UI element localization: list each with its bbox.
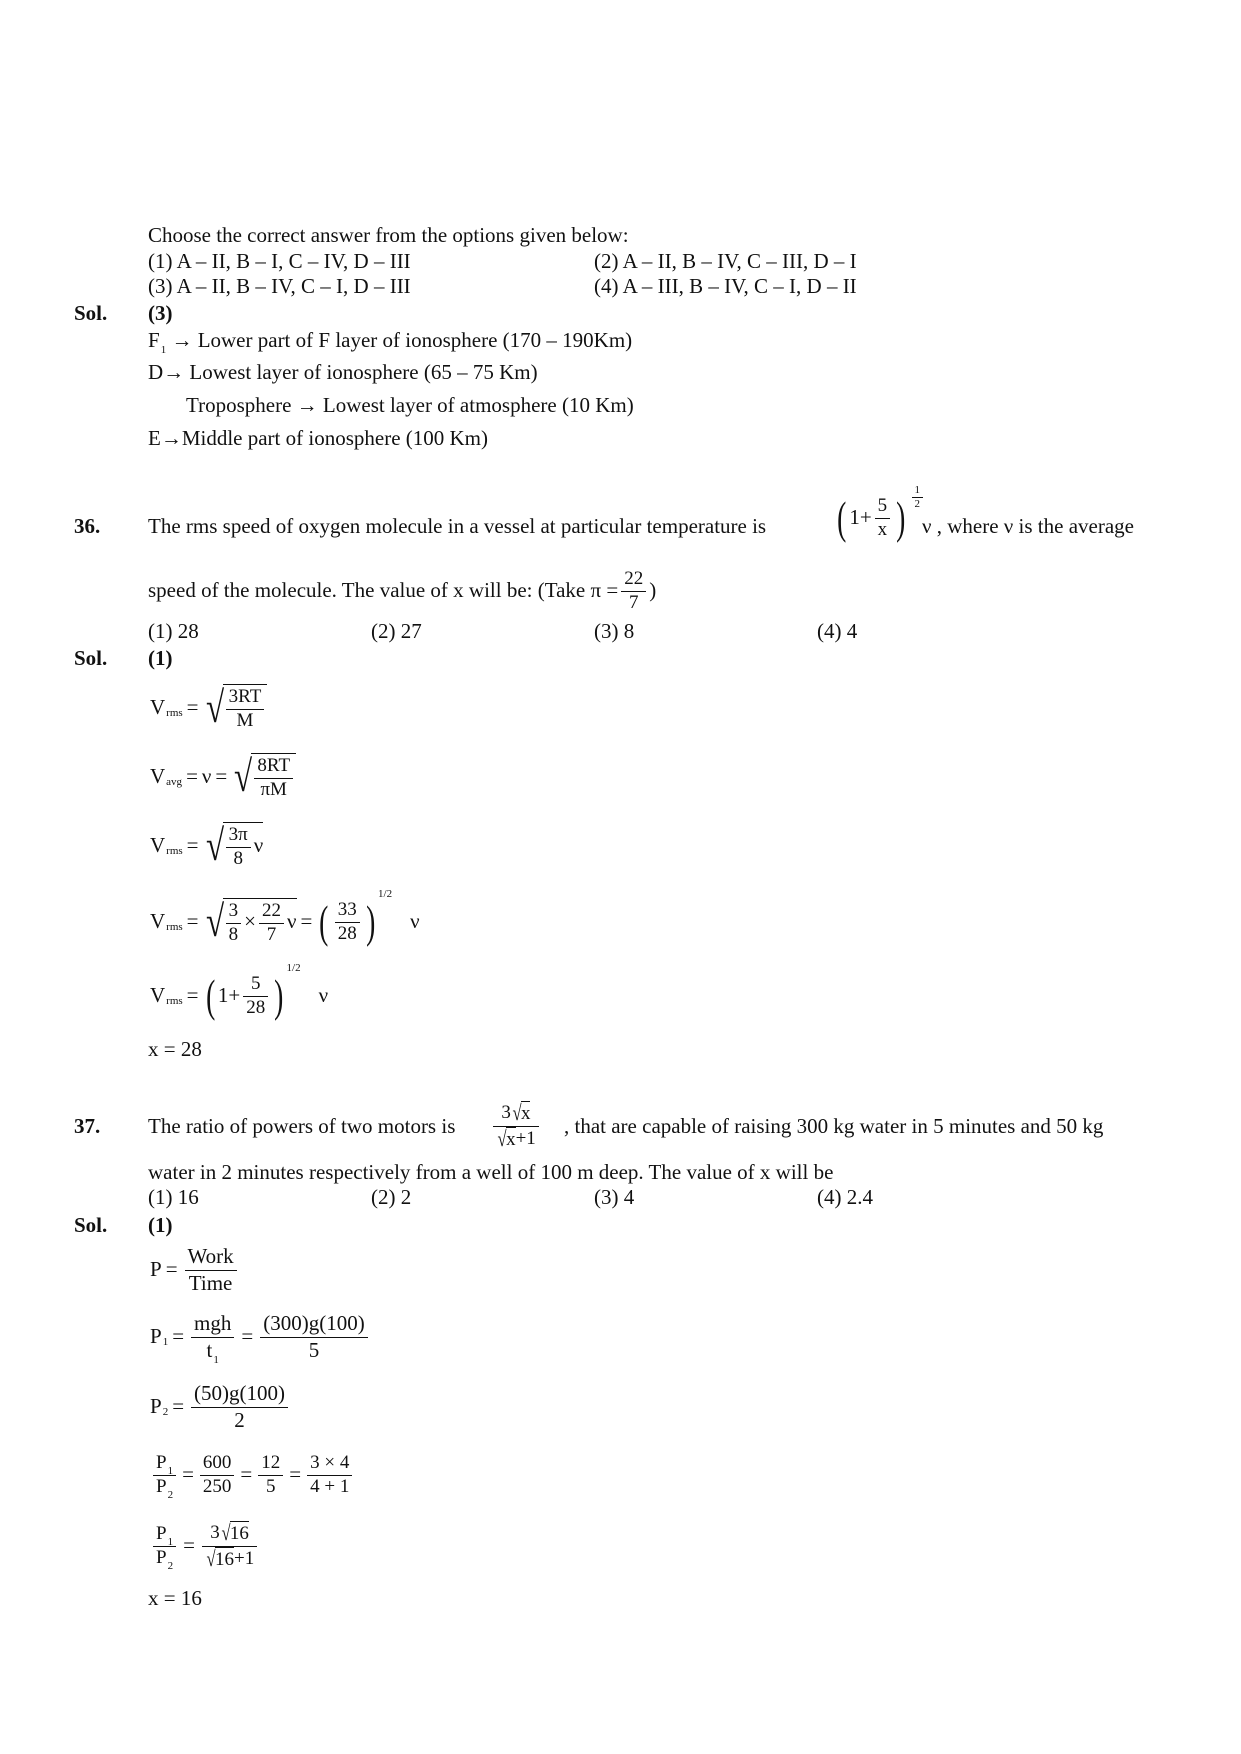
- q35-option-3: (3) A – II, B – IV, C – I, D – III: [148, 274, 411, 298]
- ratio-c-num: 3 × 4: [307, 1452, 352, 1476]
- q36-result: x = 28: [148, 1037, 202, 1061]
- q36-expr-exp-num: 1: [912, 484, 924, 498]
- q36-option-1: (1) 28: [148, 619, 199, 643]
- q36-expr-one: 1: [849, 505, 860, 530]
- nu-symbol: ν: [287, 908, 297, 933]
- equals-sign: =: [300, 909, 313, 934]
- equals-sign: =: [183, 1533, 195, 1558]
- avg-subscript: avg: [166, 776, 183, 789]
- right-paren: ): [365, 896, 375, 947]
- sqrt-symbol: √16: [221, 1520, 249, 1546]
- nu-symbol: ν: [318, 983, 329, 1008]
- nu-symbol: ν: [410, 909, 420, 934]
- subscript-2: 2: [167, 1559, 174, 1572]
- q37-text-c: water in 2 minutes respectively from a well of 100 m deep. The value of x will be: [148, 1160, 834, 1184]
- equals-sign: =: [240, 1462, 253, 1487]
- q35-option-1: (1) A – II, B – I, C – IV, D – III: [148, 249, 411, 273]
- eq4-c-num: 33: [335, 899, 360, 923]
- q36-eq1: [150, 676, 267, 740]
- left-paren: (: [205, 970, 215, 1021]
- ratio-plus-one: +1: [515, 1127, 536, 1149]
- q35-line-lhs: E: [148, 426, 161, 450]
- right-paren: ): [896, 492, 906, 543]
- q37-eq3: [150, 1375, 291, 1439]
- ratio-b-den: 5: [266, 1475, 276, 1497]
- p1-num: (300)g(100): [260, 1311, 367, 1337]
- q36-answer: (1): [148, 646, 173, 670]
- final-plus-one: +1: [234, 1547, 255, 1569]
- equals-sign: =: [172, 1394, 185, 1419]
- rms-subscript: rms: [166, 707, 183, 720]
- p-symbol: P: [156, 1522, 167, 1544]
- equals-sign: =: [289, 1462, 302, 1487]
- v-symbol: V: [150, 909, 166, 934]
- eq5-den: 28: [246, 996, 266, 1018]
- p-symbol: P: [156, 1546, 167, 1568]
- rms-subscript: rms: [166, 845, 183, 858]
- q35-line-lhs: Troposphere: [186, 393, 292, 417]
- eq4-a-den: 8: [228, 923, 239, 945]
- q36-number: 36.: [74, 514, 101, 538]
- sqrt-symbol: √ $\frac{3RT}{M}$: [203, 684, 268, 733]
- q35-answer: (3): [148, 301, 173, 325]
- q36-pi-fraction: [621, 568, 646, 615]
- rms-subscript: rms: [166, 921, 183, 934]
- final-val: 16: [215, 1548, 234, 1570]
- eq1-num: 3RT: [226, 686, 265, 710]
- q36-eq5: [150, 960, 328, 1032]
- q37-eq1: [150, 1238, 240, 1302]
- subscript-1: 1: [213, 1353, 219, 1366]
- equals-sign: =: [186, 983, 199, 1008]
- time-label: Time: [188, 1270, 233, 1295]
- half-exponent: 1/2: [286, 962, 301, 974]
- q37-eq5: [150, 1512, 260, 1580]
- sqrt-symbol: √x: [512, 1100, 531, 1126]
- times-sign: ×: [244, 908, 257, 933]
- q36-text-d: ): [649, 578, 657, 603]
- equals-sign: =: [241, 1324, 254, 1349]
- eq1-den: M: [236, 709, 254, 731]
- q36-eq4: [150, 886, 420, 958]
- q35-line-text: Lowest layer of atmosphere (10 Km): [322, 393, 634, 417]
- q36-expression: [834, 482, 926, 554]
- equals-sign: =: [215, 764, 228, 789]
- eq4-b-num: 22: [259, 900, 284, 924]
- equals-sign: =: [172, 1324, 185, 1349]
- nu-symbol: ν: [253, 832, 264, 857]
- q35-line-subscript: 1: [160, 344, 167, 356]
- equals-sign: =: [165, 1257, 178, 1282]
- q36-eq3: [150, 814, 263, 878]
- eq3-num: 3π: [226, 824, 251, 848]
- p-symbol: P: [150, 1324, 162, 1349]
- p2-num: (50)g(100): [191, 1381, 288, 1407]
- q37-eq2: [150, 1305, 371, 1369]
- q36-text-a: The rms speed of oxygen molecule in a vessel at particular temperature is: [148, 514, 767, 538]
- q36-expr-exponent: [912, 484, 924, 511]
- q37-result: x = 16: [148, 1586, 202, 1610]
- q37-option-3: (3) 4: [594, 1185, 635, 1209]
- right-paren: ): [274, 970, 284, 1021]
- subscript-2: 2: [162, 1406, 169, 1419]
- q35-intro: Choose the correct answer from the options given below:: [148, 223, 629, 247]
- eq2-den: πM: [260, 778, 287, 800]
- v-symbol: V: [150, 764, 166, 789]
- q35-sol-label: Sol.: [74, 301, 108, 325]
- q36-expr-exp-den: 2: [914, 498, 920, 511]
- t-symbol: t: [206, 1337, 213, 1362]
- equals-sign: =: [182, 1462, 194, 1487]
- q36-expr-den: x: [877, 518, 888, 540]
- sqrt-symbol: √ $\frac{3}{8}$ × $\frac{22}{7}$ ν: [205, 897, 297, 946]
- eq3-den: 8: [233, 847, 243, 869]
- mgh-label: mgh: [191, 1311, 234, 1337]
- ratio-b-num: 12: [258, 1452, 283, 1476]
- q36-expr-fraction: [875, 495, 891, 542]
- p1-den: 5: [308, 1337, 320, 1362]
- q35-line-text: Lowest layer of ionosphere (65 – 75 Km): [189, 360, 538, 384]
- sqrt-symbol: √ $\frac{8RT}{\pi M}$: [231, 753, 296, 802]
- right-arrow-icon: →: [160, 426, 182, 450]
- q36-text-c: speed of the molecule. The value of x will be: (Take π =: [148, 578, 619, 603]
- subscript-1: 1: [167, 1464, 174, 1477]
- equals-sign: =: [186, 764, 198, 789]
- q37-eq4: [150, 1443, 355, 1507]
- equals-sign: =: [186, 909, 199, 934]
- eq4-a-num: 3: [226, 900, 242, 924]
- q37-option-4: (4) 2.4: [817, 1185, 873, 1209]
- q35-line-troposphere: [186, 393, 634, 418]
- q36-pi-den: 7: [628, 591, 639, 613]
- eq5-one: 1: [217, 983, 229, 1008]
- q36-pi-num: 22: [621, 568, 646, 592]
- q35-line-lhs: F: [148, 328, 160, 352]
- q37-answer: (1): [148, 1213, 173, 1237]
- subscript-1: 1: [162, 1336, 169, 1349]
- q35-line-text: Middle part of ionosphere (100 Km): [181, 426, 489, 450]
- q35-option-4: (4) A – III, B – IV, C – I, D – II: [594, 274, 857, 298]
- sqrt-symbol: √x: [497, 1125, 516, 1151]
- right-arrow-icon: →: [163, 360, 185, 384]
- q37-number: 37.: [74, 1114, 101, 1138]
- p-symbol: P: [156, 1475, 167, 1497]
- q36-expr-plus: +: [859, 505, 872, 530]
- v-symbol: V: [150, 983, 166, 1008]
- half-exponent: 1/2: [378, 888, 393, 900]
- q35-line-f1: [148, 328, 633, 356]
- p-symbol: P: [150, 1257, 162, 1282]
- q36-sol-label: Sol.: [74, 646, 108, 670]
- q36-option-4: (4) 4: [817, 619, 858, 643]
- p-symbol: P: [150, 1394, 162, 1419]
- left-paren: (: [319, 896, 329, 947]
- final-coef: 3: [210, 1521, 220, 1543]
- q37-option-2: (2) 2: [371, 1185, 412, 1209]
- q37-sol-label: Sol.: [74, 1213, 108, 1237]
- v-symbol: V: [150, 695, 166, 720]
- left-paren: (: [837, 492, 847, 543]
- q37-text-a: The ratio of powers of two motors is: [148, 1114, 456, 1138]
- sqrt-symbol: √ $\frac{3\pi}{8}$ ν: [205, 821, 264, 870]
- v-symbol: V: [150, 833, 166, 858]
- eq5-plus: +: [228, 983, 241, 1008]
- eq2-num: 8RT: [254, 755, 293, 779]
- nu-symbol: ν: [201, 764, 212, 789]
- ratio-var: x: [506, 1128, 516, 1150]
- eq4-c-den: 28: [337, 922, 357, 944]
- subscript-2: 2: [167, 1488, 174, 1501]
- q37-ratio-fraction: [490, 1090, 542, 1162]
- q36-option-3: (3) 8: [594, 619, 635, 643]
- q36-text-c-line: [148, 563, 656, 619]
- q35-line-text: Lower part of F layer of ionosphere (170 – 190Km): [197, 328, 633, 352]
- q37-text-b: , that are capable of raising 300 kg water in 5 minutes and 50 kg: [564, 1114, 1104, 1138]
- equals-sign: =: [186, 833, 199, 858]
- final-val: 16: [229, 1522, 249, 1544]
- rms-subscript: rms: [166, 995, 183, 1008]
- q35-line-e: [148, 426, 488, 451]
- right-arrow-icon: →: [171, 328, 193, 352]
- q37-option-1: (1) 16: [148, 1185, 199, 1209]
- ratio-var: x: [520, 1102, 531, 1124]
- q35-option-2: (2) A – II, B – IV, C – III, D – I: [594, 249, 857, 273]
- q36-expr-num: 5: [875, 495, 891, 519]
- ratio-coef: 3: [501, 1101, 511, 1123]
- q36-option-2: (2) 27: [371, 619, 422, 643]
- q36-text-b: ν , where ν is the average: [922, 514, 1134, 538]
- ratio-a-num: 600: [200, 1452, 235, 1476]
- q35-line-d: [148, 360, 538, 385]
- subscript-1: 1: [167, 1535, 174, 1548]
- right-arrow-icon: →: [296, 393, 318, 417]
- eq4-b-den: 7: [266, 923, 277, 945]
- q36-eq2: [150, 745, 296, 809]
- ratio-c-den: 4 + 1: [310, 1475, 350, 1497]
- p2-den: 2: [234, 1407, 245, 1432]
- q35-line-lhs: D: [148, 360, 164, 384]
- equals-sign: =: [186, 695, 199, 720]
- work-label: Work: [185, 1244, 237, 1270]
- ratio-a-den: 250: [202, 1475, 232, 1497]
- p-symbol: P: [156, 1451, 167, 1473]
- sqrt-symbol: √16: [206, 1545, 234, 1571]
- eq5-num: 5: [243, 973, 268, 997]
